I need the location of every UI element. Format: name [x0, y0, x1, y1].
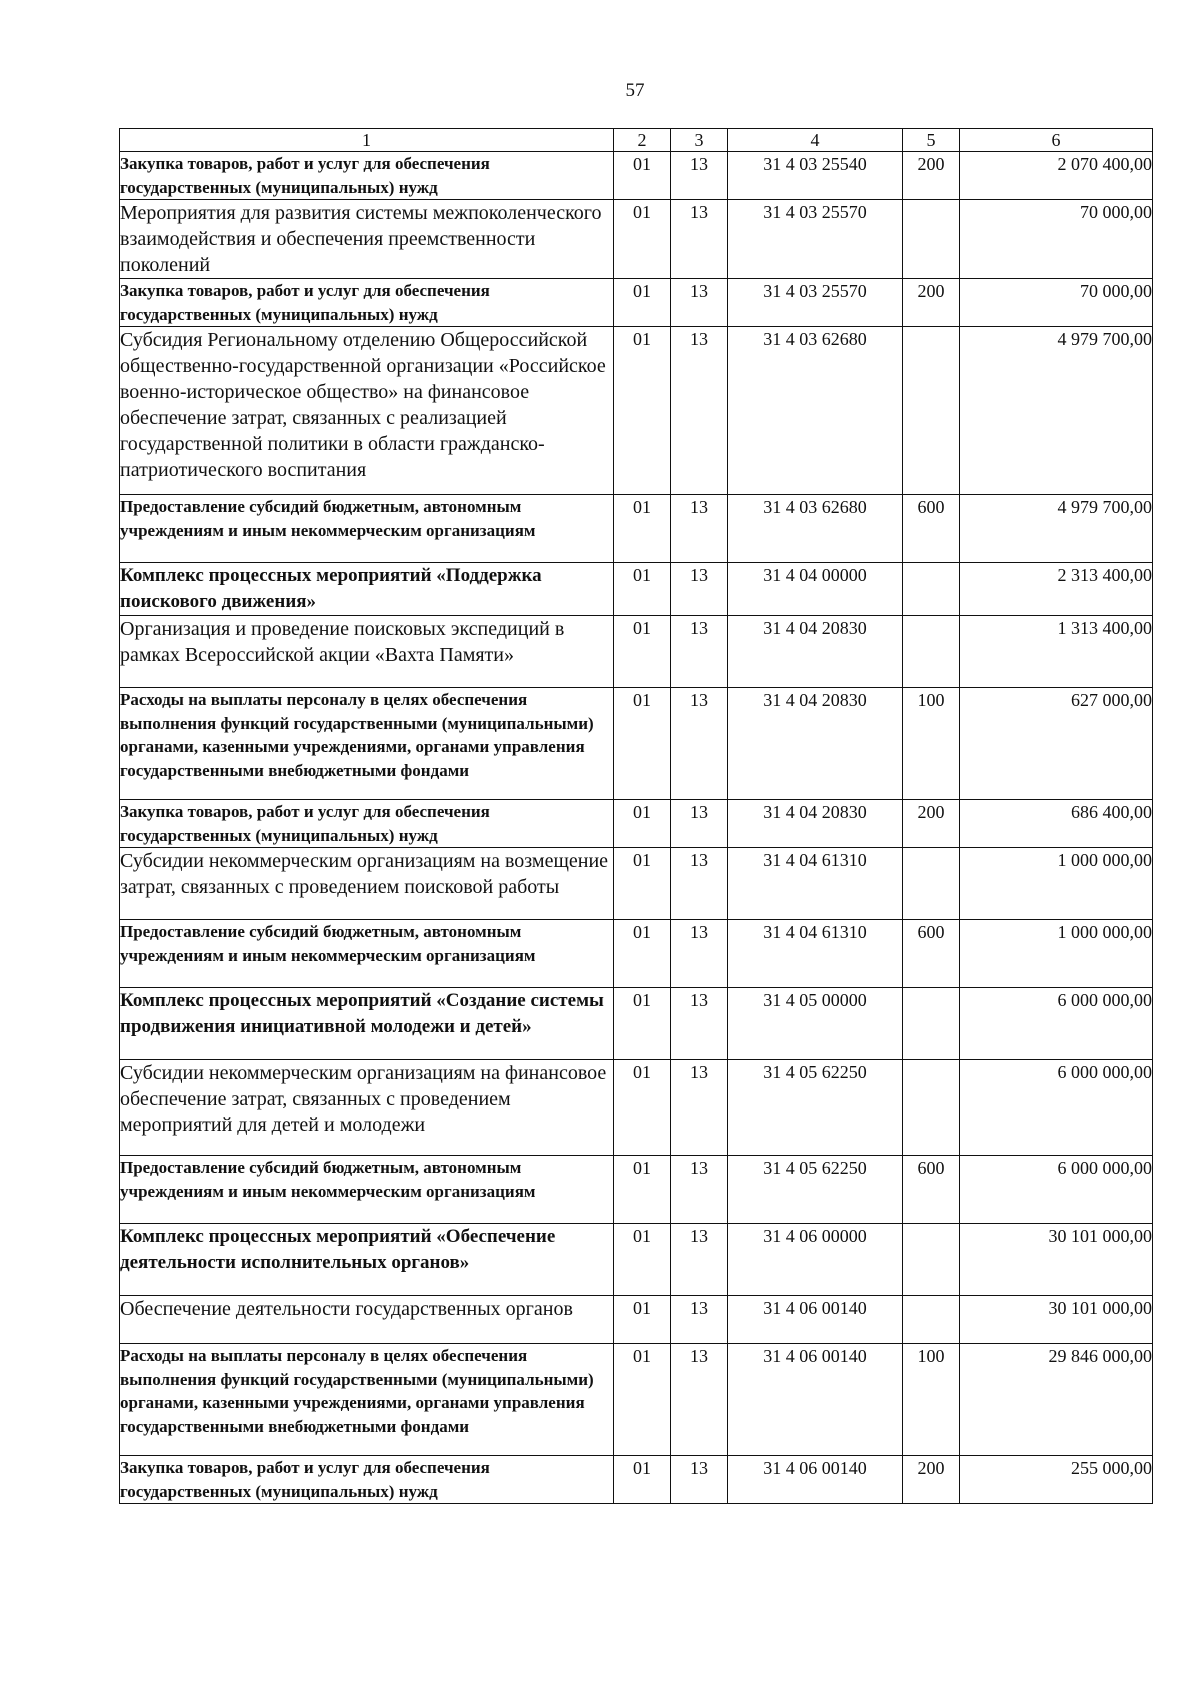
row-target-article: 31 4 03 25570 — [728, 279, 903, 327]
row-section-code: 01 — [614, 563, 671, 616]
row-target-article: 31 4 06 00140 — [728, 1456, 903, 1504]
row-amount: 255 000,00 — [960, 1456, 1153, 1504]
row-section-code: 01 — [614, 988, 671, 1060]
header-col-2: 2 — [614, 129, 671, 152]
table-row — [120, 848, 1153, 920]
row-section-code: 01 — [614, 920, 671, 988]
row-target-article: 31 4 03 62680 — [728, 327, 903, 495]
row-section-code: 01 — [614, 495, 671, 563]
row-target-article: 31 4 03 62680 — [728, 495, 903, 563]
row-name: Предоставление субсидий бюджетным, автономным учреждениям и иным некоммерческим организациям — [120, 1156, 614, 1224]
row-expense-type: 100 — [903, 1344, 960, 1456]
table-row — [120, 920, 1153, 988]
row-name: Закупка товаров, работ и услуг для обеспечения государственных (муниципальных) нужд — [120, 1456, 614, 1504]
row-target-article: 31 4 04 20830 — [728, 616, 903, 688]
row-target-article: 31 4 06 00140 — [728, 1344, 903, 1456]
row-expense-type: 600 — [903, 920, 960, 988]
header-col-6: 6 — [960, 129, 1153, 152]
row-expense-type — [903, 1296, 960, 1344]
row-name: Закупка товаров, работ и услуг для обеспечения государственных (муниципальных) нужд — [120, 279, 614, 327]
row-target-article: 31 4 05 00000 — [728, 988, 903, 1060]
row-name: Субсидии некоммерческим организациям на финансовое обеспечение затрат, связанных с проведением мероприятий для детей и молодежи — [120, 1060, 614, 1156]
row-name: Комплекс процессных мероприятий «Создание системы продвижения инициативной молодежи и детей» — [120, 988, 614, 1060]
row-expense-type: 600 — [903, 495, 960, 563]
table-row — [120, 495, 1153, 563]
row-name: Закупка товаров, работ и услуг для обеспечения государственных (муниципальных) нужд — [120, 152, 614, 200]
table-row — [120, 616, 1153, 688]
row-section-code: 01 — [614, 1296, 671, 1344]
row-name: Субсидия Региональному отделению Общероссийской общественно-государственной организации «Российское военно-историческое общество» на финансовое обеспечение затрат, связанных с реализацией государственной политики в области гражданско-патриотического воспитания — [120, 327, 614, 495]
table-row — [120, 1296, 1153, 1344]
row-section-code: 01 — [614, 279, 671, 327]
row-expense-type — [903, 563, 960, 616]
row-amount: 686 400,00 — [960, 800, 1153, 848]
row-amount: 2 313 400,00 — [960, 563, 1153, 616]
row-name: Предоставление субсидий бюджетным, автономным учреждениям и иным некоммерческим организациям — [120, 495, 614, 563]
table-row — [120, 800, 1153, 848]
table-row — [120, 279, 1153, 327]
header-row — [120, 129, 1153, 152]
row-subsection-code: 13 — [671, 616, 728, 688]
row-subsection-code: 13 — [671, 848, 728, 920]
header-col-5: 5 — [903, 129, 960, 152]
row-amount: 29 846 000,00 — [960, 1344, 1153, 1456]
row-amount: 1 000 000,00 — [960, 920, 1153, 988]
budget-table — [119, 128, 1153, 1504]
row-target-article: 31 4 03 25570 — [728, 200, 903, 279]
row-target-article: 31 4 04 00000 — [728, 563, 903, 616]
row-amount: 6 000 000,00 — [960, 988, 1153, 1060]
row-subsection-code: 13 — [671, 1296, 728, 1344]
row-expense-type — [903, 327, 960, 495]
row-amount: 30 101 000,00 — [960, 1296, 1153, 1344]
row-subsection-code: 13 — [671, 920, 728, 988]
row-name: Мероприятия для развития системы межпоколенческого взаимодействия и обеспечения преемственности поколений — [120, 200, 614, 279]
row-name: Расходы на выплаты персоналу в целях обеспечения выполнения функций государственными (муниципальными) органами, казенными учреждениями, органами управления государственными внебюджетными фондами — [120, 1344, 614, 1456]
row-section-code: 01 — [614, 616, 671, 688]
row-expense-type — [903, 1224, 960, 1296]
row-subsection-code: 13 — [671, 327, 728, 495]
row-section-code: 01 — [614, 848, 671, 920]
row-target-article: 31 4 06 00000 — [728, 1224, 903, 1296]
row-name: Организация и проведение поисковых экспедиций в рамках Всероссийской акции «Вахта Памяти» — [120, 616, 614, 688]
header-col-3: 3 — [671, 129, 728, 152]
row-name: Предоставление субсидий бюджетным, автономным учреждениям и иным некоммерческим организациям — [120, 920, 614, 988]
row-subsection-code: 13 — [671, 152, 728, 200]
row-target-article: 31 4 05 62250 — [728, 1060, 903, 1156]
header-col-1: 1 — [120, 129, 614, 152]
row-section-code: 01 — [614, 1344, 671, 1456]
page-number: 57 — [625, 80, 645, 101]
row-expense-type: 600 — [903, 1156, 960, 1224]
row-expense-type — [903, 1060, 960, 1156]
row-target-article: 31 4 04 61310 — [728, 848, 903, 920]
row-section-code: 01 — [614, 1456, 671, 1504]
row-expense-type — [903, 848, 960, 920]
table-row — [120, 1456, 1153, 1504]
table-row — [120, 327, 1153, 495]
row-subsection-code: 13 — [671, 988, 728, 1060]
row-amount: 4 979 700,00 — [960, 327, 1153, 495]
row-section-code: 01 — [614, 688, 671, 800]
row-expense-type — [903, 200, 960, 279]
row-section-code: 01 — [614, 1060, 671, 1156]
table-row — [120, 152, 1153, 200]
row-section-code: 01 — [614, 200, 671, 279]
row-amount: 6 000 000,00 — [960, 1060, 1153, 1156]
row-name: Комплекс процессных мероприятий «Обеспечение деятельности исполнительных органов» — [120, 1224, 614, 1296]
row-subsection-code: 13 — [671, 495, 728, 563]
row-expense-type: 200 — [903, 800, 960, 848]
row-subsection-code: 13 — [671, 1224, 728, 1296]
row-name: Обеспечение деятельности государственных органов — [120, 1296, 614, 1344]
row-expense-type: 200 — [903, 152, 960, 200]
row-name: Расходы на выплаты персоналу в целях обеспечения выполнения функций государственными (муниципальными) органами, казенными учреждениями, органами управления государственными внебюджетными фондами — [120, 688, 614, 800]
table-row — [120, 1224, 1153, 1296]
table-row — [120, 1344, 1153, 1456]
row-name: Комплекс процессных мероприятий «Поддержка поискового движения» — [120, 563, 614, 616]
row-subsection-code: 13 — [671, 800, 728, 848]
row-section-code: 01 — [614, 800, 671, 848]
row-target-article: 31 4 03 25540 — [728, 152, 903, 200]
row-amount: 30 101 000,00 — [960, 1224, 1153, 1296]
table-row — [120, 563, 1153, 616]
row-expense-type — [903, 988, 960, 1060]
row-subsection-code: 13 — [671, 279, 728, 327]
row-amount: 1 000 000,00 — [960, 848, 1153, 920]
table-row — [120, 1156, 1153, 1224]
row-subsection-code: 13 — [671, 1344, 728, 1456]
row-subsection-code: 13 — [671, 1060, 728, 1156]
table-row — [120, 688, 1153, 800]
row-expense-type: 200 — [903, 279, 960, 327]
row-subsection-code: 13 — [671, 563, 728, 616]
row-amount: 70 000,00 — [960, 279, 1153, 327]
row-amount: 6 000 000,00 — [960, 1156, 1153, 1224]
row-name: Закупка товаров, работ и услуг для обеспечения государственных (муниципальных) нужд — [120, 800, 614, 848]
row-subsection-code: 13 — [671, 688, 728, 800]
row-target-article: 31 4 04 20830 — [728, 800, 903, 848]
row-amount: 70 000,00 — [960, 200, 1153, 279]
row-expense-type: 200 — [903, 1456, 960, 1504]
row-target-article: 31 4 04 61310 — [728, 920, 903, 988]
row-name: Субсидии некоммерческим организациям на возмещение затрат, связанных с проведением поисковой работы — [120, 848, 614, 920]
row-amount: 627 000,00 — [960, 688, 1153, 800]
table-row — [120, 988, 1153, 1060]
row-section-code: 01 — [614, 1224, 671, 1296]
table-row — [120, 200, 1153, 279]
row-target-article: 31 4 04 20830 — [728, 688, 903, 800]
row-subsection-code: 13 — [671, 1456, 728, 1504]
row-target-article: 31 4 05 62250 — [728, 1156, 903, 1224]
row-section-code: 01 — [614, 152, 671, 200]
row-section-code: 01 — [614, 327, 671, 495]
row-expense-type: 100 — [903, 688, 960, 800]
row-expense-type — [903, 616, 960, 688]
row-subsection-code: 13 — [671, 200, 728, 279]
row-subsection-code: 13 — [671, 1156, 728, 1224]
row-amount: 1 313 400,00 — [960, 616, 1153, 688]
row-amount: 2 070 400,00 — [960, 152, 1153, 200]
row-section-code: 01 — [614, 1156, 671, 1224]
row-amount: 4 979 700,00 — [960, 495, 1153, 563]
row-target-article: 31 4 06 00140 — [728, 1296, 903, 1344]
header-col-4: 4 — [728, 129, 903, 152]
table-row — [120, 1060, 1153, 1156]
